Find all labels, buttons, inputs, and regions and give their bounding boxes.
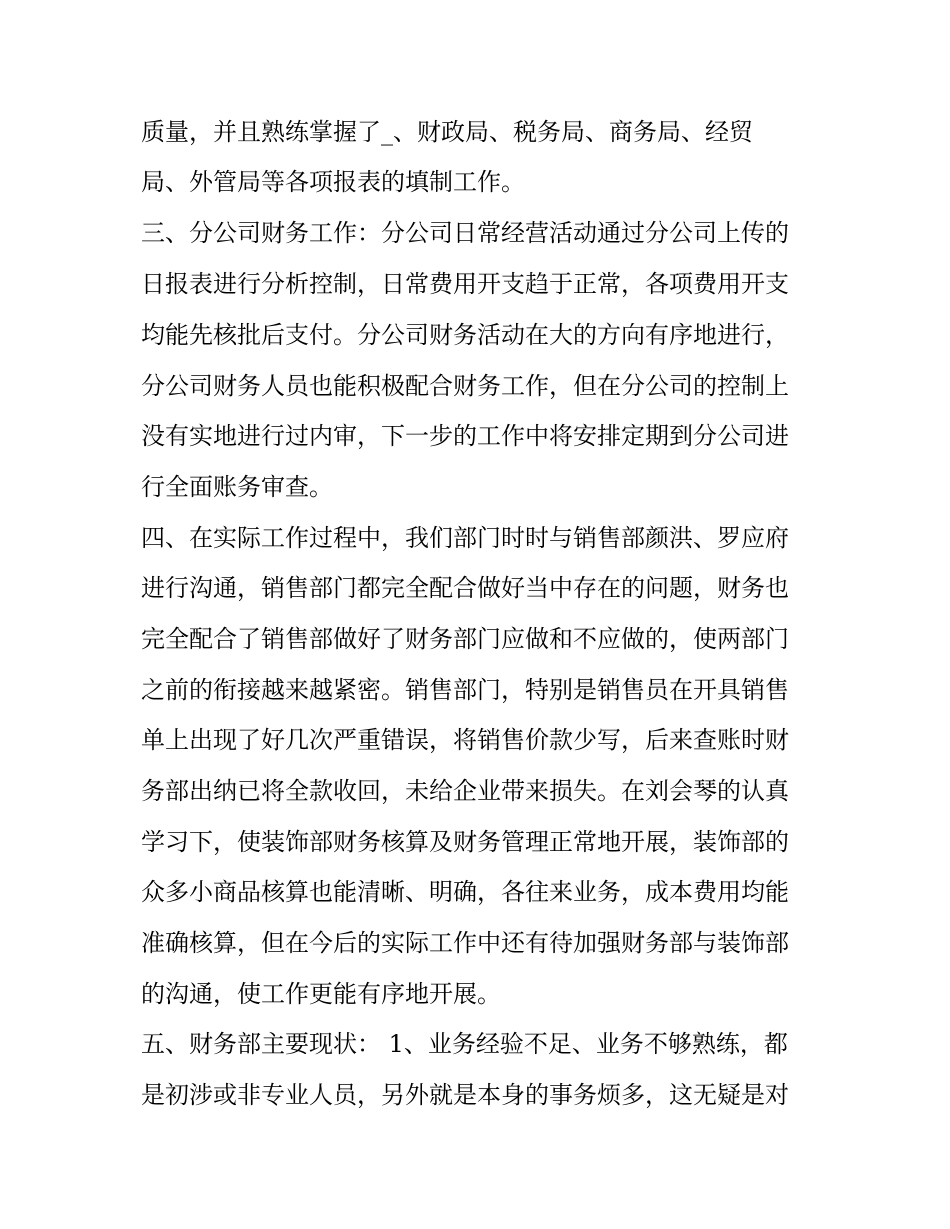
- text-line: 行全面账务审查。: [141, 473, 333, 501]
- text-line: 局、外管局等各项报表的填制工作。: [141, 168, 525, 196]
- text-line: 之前的衔接越来越紧密。销售部门，特别是销售员在开具销售: [141, 676, 789, 704]
- text-line: 准确核算，但在今后的实际工作中还有待加强财务部与装饰部: [141, 929, 789, 957]
- text-line: 进行沟通，销售部门都完全配合做好当中存在的问题，财务也: [141, 574, 789, 602]
- text-line: 务部出纳已将全款收回，未给企业带来损失。在刘会琴的认真: [141, 777, 789, 805]
- text-line: 均能先核批后支付。分公司财务活动在大的方向有序地进行，: [141, 321, 789, 349]
- text-line: 三、分公司财务工作：分公司日常经营活动通过分公司上传的: [141, 219, 789, 247]
- text-line: 的沟通，使工作更能有序地开展。: [141, 980, 501, 1008]
- text-line: 分公司财务人员也能积极配合财务工作，但在分公司的控制上: [141, 372, 789, 400]
- text-line: 五、财务部主要现状： 1、业务经验不足、业务不够熟练，都: [141, 1030, 788, 1058]
- text-line: 质量，并且熟练掌握了_、财政局、税务局、商务局、经贸: [141, 118, 753, 146]
- text-line: 没有实地进行过内审，下一步的工作中将安排定期到分公司进: [141, 422, 789, 450]
- text-line: 学习下，使装饰部财务核算及财务管理正常地开展，装饰部的: [141, 828, 789, 856]
- text-line: 日报表进行分析控制，日常费用开支趋于正常，各项费用开支: [141, 270, 789, 298]
- text-line: 单上出现了好几次严重错误，将销售价款少写，后来查账时财: [141, 726, 789, 754]
- text-line: 众多小商品核算也能清晰、明确，各往来业务，成本费用均能: [141, 878, 789, 906]
- text-line: 四、在实际工作过程中，我们部门时时与销售部颜洪、罗应府: [141, 524, 789, 552]
- text-line: 完全配合了销售部做好了财务部门应做和不应做的，使两部门: [141, 625, 789, 653]
- text-line: 是初涉或非专业人员，另外就是本身的事务烦多，这无疑是对: [141, 1081, 789, 1109]
